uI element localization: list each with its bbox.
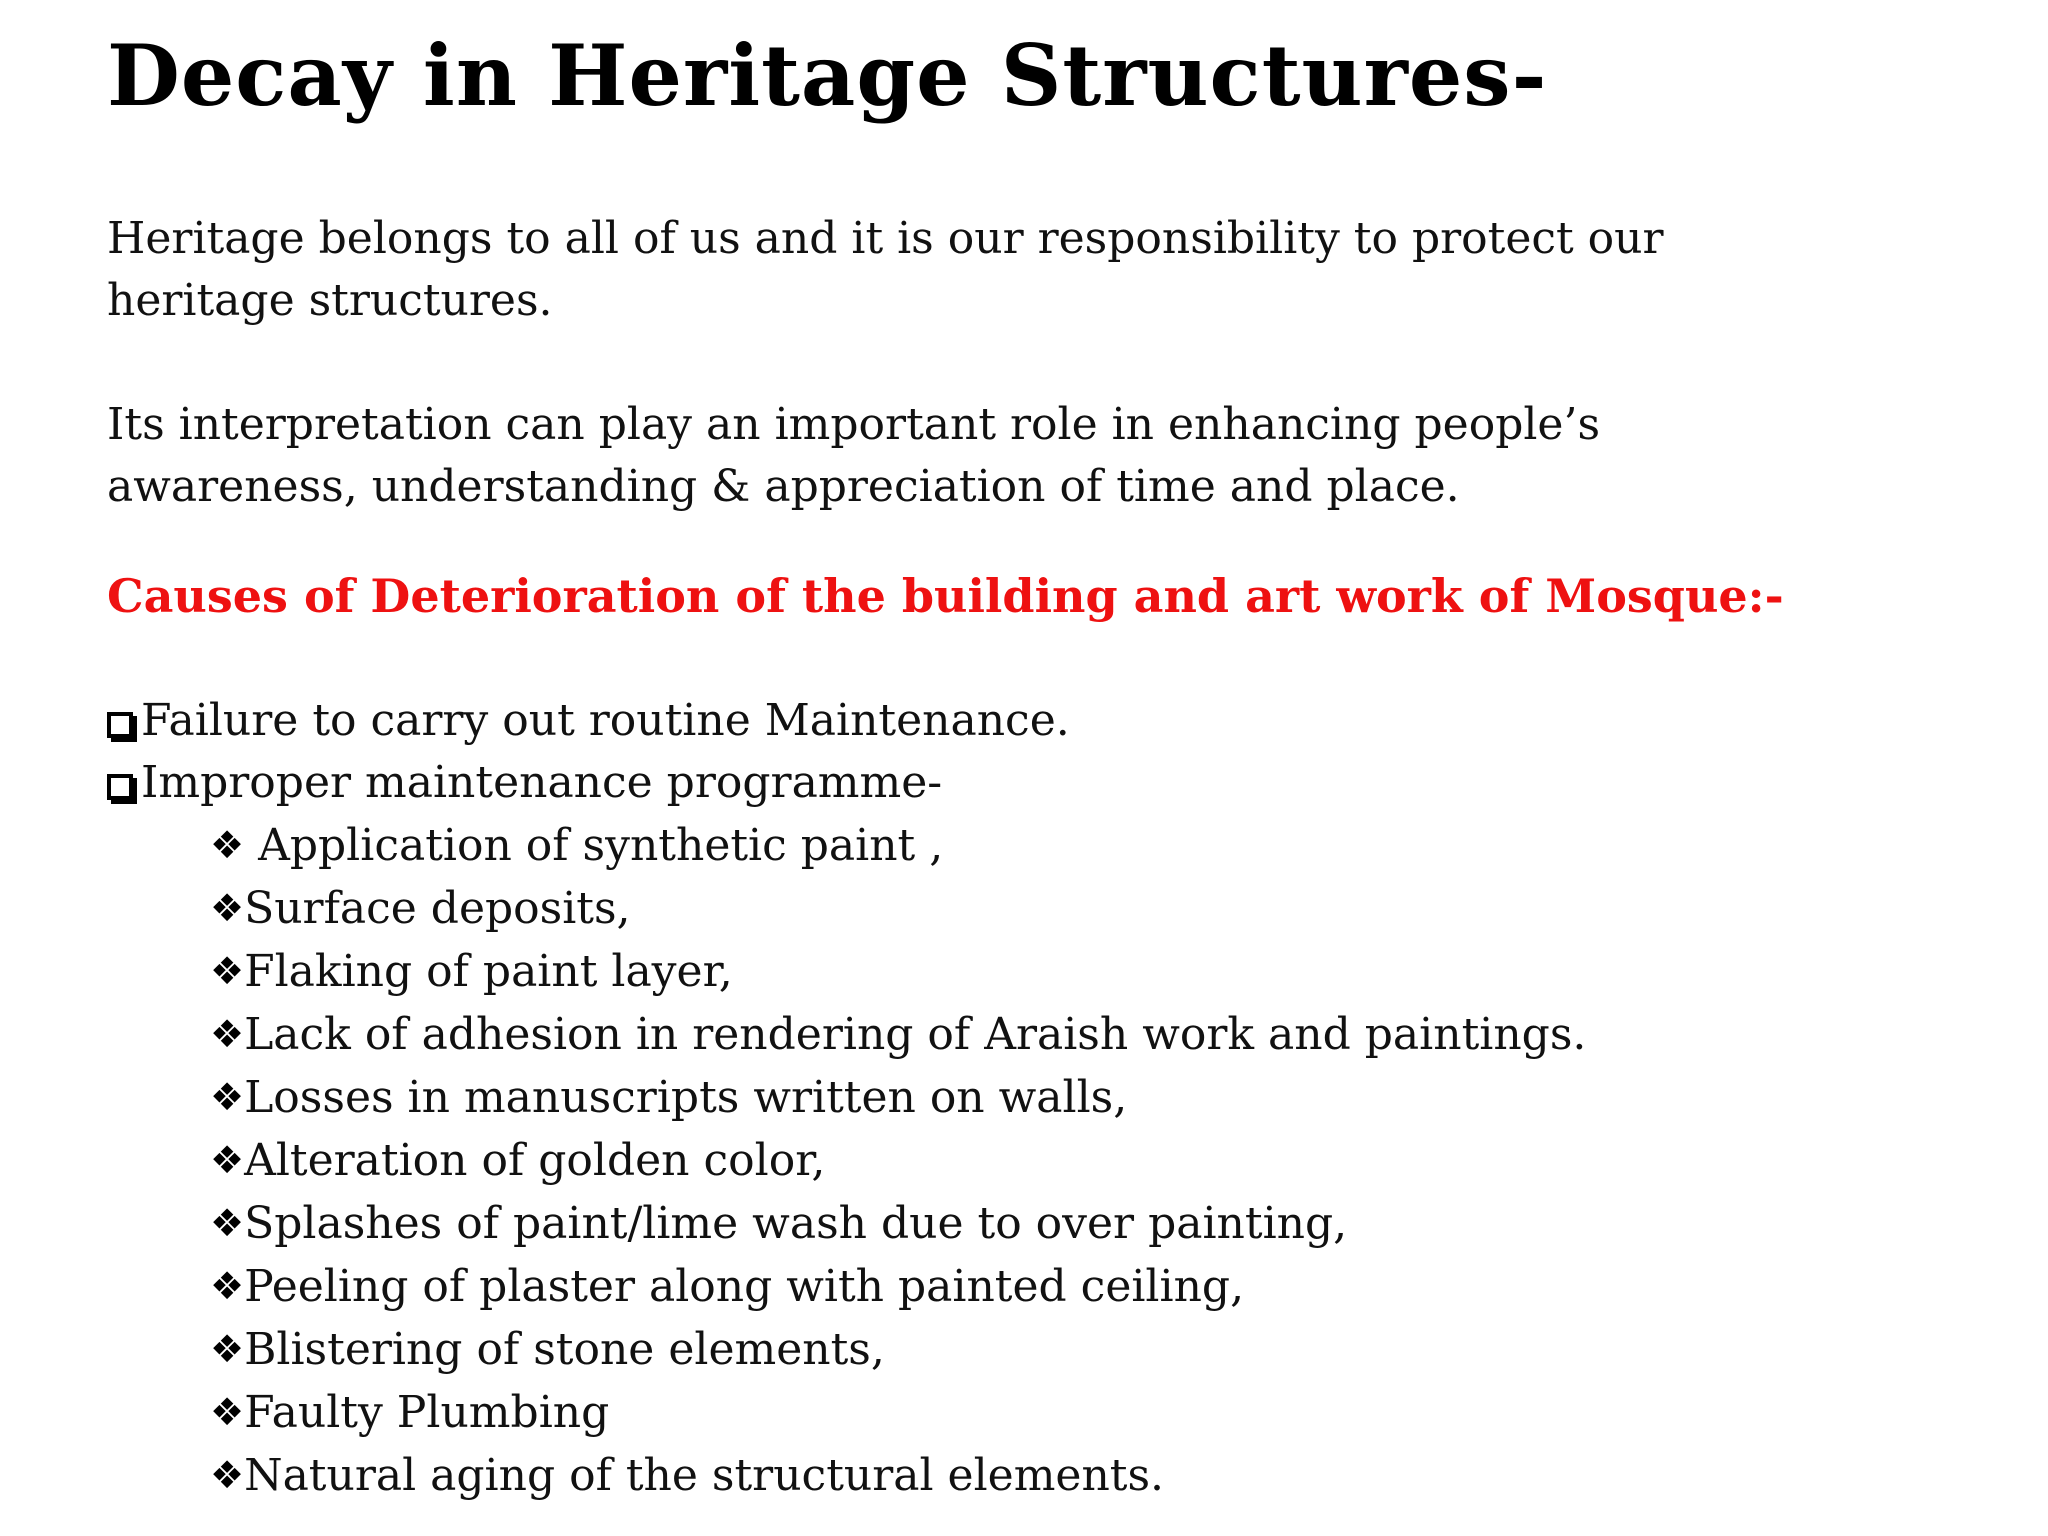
sub-list-item — [107, 1066, 1586, 1129]
intro-paragraph-line: heritage structures. — [107, 275, 553, 326]
four-diamond-bullet-icon: ❖ — [210, 886, 245, 930]
four-diamond-bullet-icon: ❖ — [210, 1201, 245, 1245]
sub-list-item — [107, 1255, 1586, 1318]
sub-cause-text: Peeling of plaster along with painted ceiling, — [244, 1261, 1245, 1312]
four-diamond-bullet-icon: ❖ — [210, 823, 245, 867]
sub-cause-text: Blistering of stone elements, — [244, 1324, 885, 1375]
sub-list-item — [107, 1129, 1586, 1192]
intro-paragraph — [107, 208, 1664, 332]
four-diamond-bullet-icon: ❖ — [210, 1075, 245, 1119]
slide-title: Decay in Heritage Structures- — [107, 26, 1548, 125]
interpretation-paragraph — [107, 394, 1600, 518]
sub-list-item — [107, 814, 1586, 877]
causes-list — [107, 690, 1586, 1507]
causes-heading: Causes of Deterioration of the building and art work of Mosque:- — [107, 569, 1784, 623]
sub-list-item — [107, 940, 1586, 1003]
list-item — [107, 752, 1586, 814]
sub-cause-text: Alteration of golden color, — [244, 1135, 826, 1186]
cause-text: Failure to carry out routine Maintenance. — [141, 695, 1070, 746]
intro-paragraph-line: Heritage belongs to all of us and it is our responsibility to protect our — [107, 213, 1664, 264]
list-item — [107, 690, 1586, 752]
four-diamond-bullet-icon: ❖ — [210, 1327, 245, 1371]
sub-cause-text: Lack of adhesion in rendering of Araish work and paintings. — [244, 1009, 1587, 1060]
sub-list-item — [107, 1444, 1586, 1507]
hollow-square-bullet-icon — [107, 774, 133, 800]
sub-cause-text: Application of synthetic paint , — [258, 820, 944, 871]
cause-text: Improper maintenance programme- — [141, 757, 943, 808]
sub-list-item — [107, 1318, 1586, 1381]
four-diamond-bullet-icon: ❖ — [210, 1390, 245, 1434]
four-diamond-bullet-icon: ❖ — [210, 1264, 245, 1308]
sub-list-item — [107, 1003, 1586, 1066]
hollow-square-bullet-icon — [107, 712, 133, 738]
four-diamond-bullet-icon: ❖ — [210, 1138, 245, 1182]
sub-cause-text: Splashes of paint/lime wash due to over painting, — [244, 1198, 1348, 1249]
four-diamond-bullet-icon: ❖ — [210, 949, 245, 993]
sub-list-item — [107, 1381, 1586, 1444]
sub-cause-text: Surface deposits, — [244, 883, 631, 934]
sub-cause-text: Faulty Plumbing — [244, 1387, 610, 1438]
interpretation-paragraph-line: Its interpretation can play an important role in enhancing people’s — [107, 399, 1601, 450]
interpretation-paragraph-line: awareness, understanding & appreciation of time and place. — [107, 461, 1460, 512]
sub-cause-text: Losses in manuscripts written on walls, — [244, 1072, 1128, 1123]
sub-list-item — [107, 877, 1586, 940]
sub-cause-text: Natural aging of the structural elements. — [244, 1450, 1165, 1501]
sub-list-item — [107, 1192, 1586, 1255]
four-diamond-bullet-icon: ❖ — [210, 1453, 245, 1497]
sub-cause-text: Flaking of paint layer, — [244, 946, 733, 997]
four-diamond-bullet-icon: ❖ — [210, 1012, 245, 1056]
